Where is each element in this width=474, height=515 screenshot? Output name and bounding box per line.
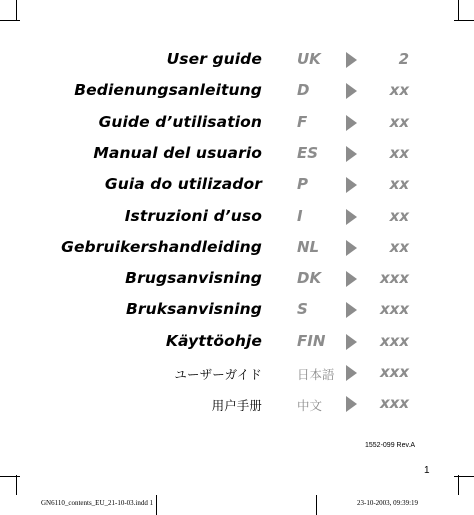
toc-title: Bruksanvisning	[125, 300, 262, 318]
toc-page-number: xxx	[379, 394, 409, 412]
page-number: 1	[424, 465, 430, 476]
crop-mark-left-bottom	[0, 476, 20, 477]
toc-row	[0, 359, 474, 387]
arrow-right-icon	[346, 209, 357, 225]
toc-page-number: xxx	[379, 300, 409, 318]
toc-title: Brugsanvisning	[125, 269, 262, 287]
toc-language-code: I	[297, 207, 303, 225]
crop-mark-left-top	[0, 20, 20, 21]
arrow-right-icon	[346, 334, 357, 350]
toc-page-number: xx	[389, 144, 409, 162]
toc-row	[0, 265, 474, 293]
toc-title: Istruzioni d’uso	[124, 207, 262, 225]
toc-language-code: D	[297, 81, 310, 99]
crop-mark-top-right	[458, 0, 459, 20]
toc-title: Käyttöohje	[165, 332, 262, 350]
toc-page-number: xxx	[379, 363, 409, 381]
toc-row	[0, 77, 474, 105]
crop-mark-bottom-mid	[156, 495, 157, 515]
toc-title: Manual del usuario	[93, 144, 262, 162]
toc-page-number: xx	[389, 207, 409, 225]
toc-language-code: ES	[297, 144, 319, 162]
toc-language-code: FIN	[297, 332, 326, 350]
toc-page-number: xx	[389, 175, 409, 193]
toc-page-number: xx	[389, 238, 409, 256]
arrow-right-icon	[346, 115, 357, 131]
crop-mark-bottom-left	[16, 475, 17, 495]
crop-mark-right-bottom	[454, 476, 474, 477]
toc-title: Guide d’utilisation	[98, 113, 262, 131]
print-slug-file: GN6110_contents_EU_21-10-03.indd 1	[41, 499, 154, 507]
toc-row	[0, 296, 474, 324]
toc-language-code: NL	[297, 238, 320, 256]
toc-title: Guia do utilizador	[104, 175, 262, 193]
toc-language-code: 日本語	[297, 367, 335, 382]
toc-language-code: 中文	[297, 398, 323, 413]
toc-row	[0, 328, 474, 356]
crop-mark-right-top	[454, 20, 474, 21]
toc-page-number: 2	[398, 50, 409, 68]
toc-language-code: P	[297, 175, 308, 193]
arrow-right-icon	[346, 83, 357, 99]
toc-language-code: UK	[297, 50, 321, 68]
arrow-right-icon	[346, 365, 357, 381]
arrow-right-icon	[346, 396, 357, 412]
toc-title: Bedienungsanleitung	[74, 81, 262, 99]
toc-row	[0, 171, 474, 199]
toc-title: ユーザーガイド	[174, 367, 262, 382]
crop-mark-bottom-mid2	[316, 495, 317, 515]
print-slug-timestamp: 23-10-2003, 09:39:19	[357, 499, 419, 507]
toc-row	[0, 109, 474, 137]
arrow-right-icon	[346, 302, 357, 318]
toc-page-number: xx	[389, 113, 409, 131]
arrow-right-icon	[346, 177, 357, 193]
crop-mark-top-left	[16, 0, 17, 20]
toc-page-number: xxx	[379, 332, 409, 350]
toc-row	[0, 140, 474, 168]
toc-title: Gebruikershandleiding	[61, 238, 262, 256]
arrow-right-icon	[346, 240, 357, 256]
toc-page-number: xx	[389, 81, 409, 99]
toc-row	[0, 234, 474, 262]
toc-language-code: F	[297, 113, 308, 131]
toc-language-code: S	[297, 300, 308, 318]
toc-row	[0, 390, 474, 418]
arrow-right-icon	[346, 52, 357, 68]
toc-language-code: DK	[297, 269, 322, 287]
document-number: 1552-099 Rev.A	[365, 442, 416, 449]
crop-mark-bottom-right	[458, 475, 459, 495]
toc-title: 用户手册	[211, 398, 262, 413]
toc-row	[0, 46, 474, 74]
toc-title: User guide	[166, 50, 262, 68]
arrow-right-icon	[346, 146, 357, 162]
toc-row	[0, 203, 474, 231]
toc-page-number: xxx	[379, 269, 409, 287]
arrow-right-icon	[346, 271, 357, 287]
